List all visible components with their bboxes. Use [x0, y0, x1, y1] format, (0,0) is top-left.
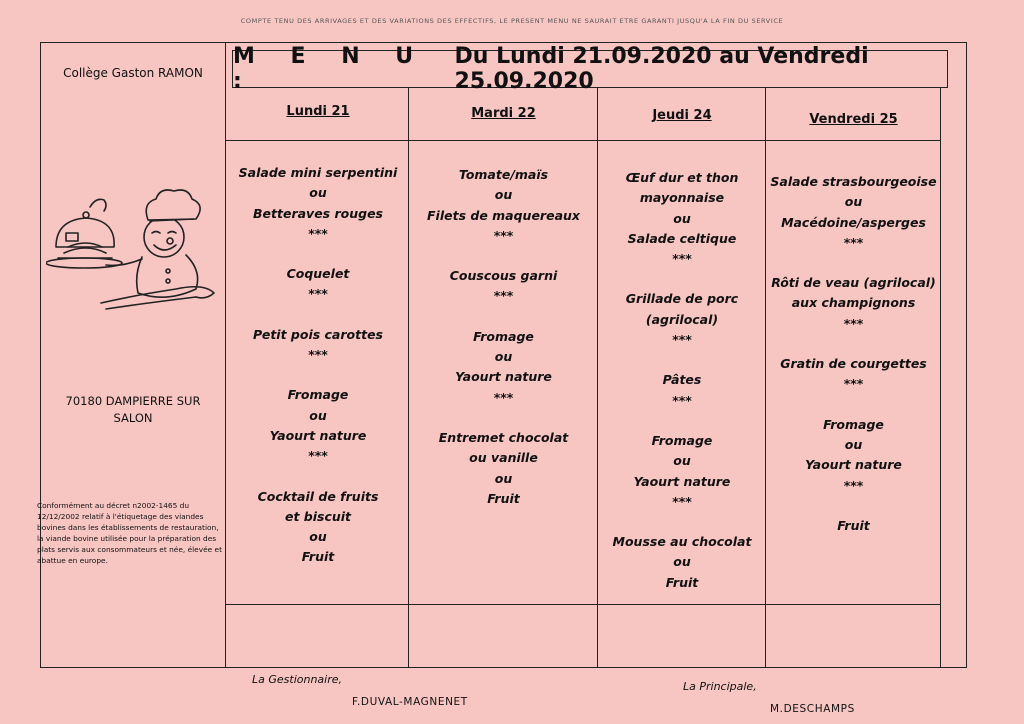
menu-line: Cocktail de fruits: [257, 488, 379, 504]
menu-course: [410, 266, 597, 307]
menu-line: Betteraves rouges: [253, 205, 383, 221]
menu-line: Yaourt nature: [805, 457, 902, 473]
menu-course: [767, 415, 940, 496]
menu-line: ou: [309, 529, 327, 545]
day-header-monday: Lundi 21: [286, 104, 350, 119]
menu-line: ou: [844, 436, 863, 452]
menu-line: Fruit: [301, 549, 335, 565]
signature-name-left: F.DUVAL-MAGNENET: [352, 696, 468, 708]
menu-line: Fruit: [837, 517, 870, 533]
menu-line: Grillade de porc: [625, 291, 739, 307]
signature-role-right: La Principale,: [683, 680, 757, 693]
menu-line: ou: [309, 185, 327, 201]
menu-column-thursday: [599, 168, 765, 593]
menu-line: ***: [672, 332, 692, 348]
block-gap: [410, 408, 597, 428]
menu-line: et biscuit: [284, 508, 352, 524]
menu-line: ***: [493, 227, 514, 243]
menu-title: [232, 44, 948, 94]
menu-line: Yaourt nature: [269, 427, 367, 443]
address-line-2: SALON: [113, 411, 153, 425]
menu-line: Tomate/maïs: [458, 167, 549, 182]
menu-column-tuesday: [410, 165, 597, 509]
block-gap: [599, 411, 765, 431]
menu-line: (agrilocal): [645, 311, 719, 327]
school-address: [40, 393, 226, 427]
menu-line: ***: [843, 234, 864, 250]
menu-line: ***: [493, 389, 514, 405]
menu-line: Fruit: [487, 490, 520, 506]
header-divider: [226, 140, 941, 141]
menu-line: Mousse au chocolat: [612, 534, 752, 550]
menu-line: ***: [672, 251, 692, 267]
school-name: Collège Gaston RAMON: [63, 66, 203, 80]
menu-line: ou: [673, 554, 691, 570]
menu-line: Fromage: [473, 328, 534, 344]
menu-course: [410, 327, 597, 408]
block-gap: [228, 467, 408, 487]
menu-course: [599, 431, 765, 512]
block-gap: [228, 365, 408, 385]
menu-line: ***: [308, 225, 328, 241]
menu-line: Petit pois carottes: [253, 326, 383, 342]
block-gap: [599, 269, 765, 289]
menu-line: Œuf dur et thon: [625, 170, 739, 185]
block-gap: [410, 246, 597, 266]
menu-course: [767, 354, 940, 395]
signature-role-left: La Gestionnaire,: [252, 673, 343, 686]
day-header-thursday: Jeudi 24: [652, 108, 712, 123]
menu-course: [228, 487, 408, 568]
menu-line: Yaourt nature: [633, 473, 731, 489]
menu-line: ou: [673, 210, 691, 226]
menu-line: Fruit: [665, 574, 699, 590]
menu-line: ou vanille: [469, 450, 538, 466]
column-divider-1: [408, 88, 409, 668]
block-gap: [599, 512, 765, 532]
menu-line: ***: [672, 493, 692, 509]
block-gap: [228, 244, 408, 264]
menu-title-range: Du Lundi 21.09.2020 au Vendredi 25.09.2020: [454, 44, 869, 94]
menu-column-monday: [228, 163, 408, 568]
menu-line: Macédoine/asperges: [781, 214, 926, 230]
header-note: COMPTE TENU DES ARRIVAGES ET DES VARIATIONS DES EFFECTIFS, LE PRESENT MENU NE SAURAIT ETRE GARANTI JUSQU'A LA FIN DU SERVICE: [240, 17, 784, 25]
menu-line: ou: [844, 194, 863, 210]
menu-line: Fromage: [287, 387, 349, 403]
column-divider-right: [940, 88, 941, 668]
menu-course: [228, 385, 408, 466]
day-header-friday: Vendredi 25: [809, 112, 898, 127]
block-gap: [410, 307, 597, 327]
menu-line: ***: [843, 477, 864, 493]
menu-line: Entremet chocolat: [438, 429, 569, 445]
block-gap: [767, 395, 940, 415]
menu-course: [228, 325, 408, 366]
menu-course: [410, 428, 597, 509]
menu-line: Rôti de veau (agrilocal): [771, 275, 936, 291]
menu-line: Coquelet: [286, 266, 350, 282]
signature-name-right: M.DESCHAMPS: [770, 703, 855, 715]
menu-line: mayonnaise: [639, 190, 725, 206]
block-gap: [599, 350, 765, 370]
menu-line: ***: [843, 315, 864, 331]
menu-course: [599, 168, 765, 269]
column-divider-2: [597, 88, 598, 668]
menu-course: [599, 532, 765, 593]
block-gap: [228, 305, 408, 325]
menu-line: Salade celtique: [627, 230, 737, 246]
left-column: [40, 42, 226, 668]
menu-line: ***: [843, 376, 864, 392]
menu-course: [767, 273, 940, 334]
menu-line: Fromage: [651, 432, 713, 448]
menu-course: [767, 172, 940, 253]
block-gap: [767, 334, 940, 354]
menu-course: [599, 370, 765, 411]
menu-course: [228, 163, 408, 244]
menu-line: ***: [493, 288, 514, 304]
menu-course: [767, 516, 940, 536]
menu-line: ou: [673, 453, 691, 469]
menu-line: ***: [308, 286, 328, 302]
menu-line: Fromage: [823, 416, 884, 432]
menu-line: Salade strasbourgeoise: [770, 174, 937, 189]
menu-column-friday: [767, 172, 940, 536]
legal-notice: Conformément au décret n2002-1465 du 12/12/2002 relatif à l'étiquetage des viandes bovines dans les établissements de restauration, la viande bovine utilisée pour la préparation des plats servis aux consommateurs et née, élevée et abattue en europe.: [37, 501, 222, 565]
menu-line: aux champignons: [791, 295, 916, 311]
menu-course: [410, 165, 597, 246]
address-line-1: 70180 DAMPIERRE SUR: [65, 394, 201, 408]
menu-line: ou: [494, 349, 513, 365]
menu-title-word: M E N U :: [233, 44, 428, 94]
menu-line: ou: [494, 470, 513, 486]
menu-line: ***: [672, 392, 692, 408]
menu-line: Yaourt nature: [455, 369, 552, 385]
menu-line: ou: [494, 187, 513, 203]
menu-line: Gratin de courgettes: [780, 356, 927, 372]
menu-course: [599, 289, 765, 350]
menu-line: ou: [309, 407, 327, 423]
menu-line: Couscous garni: [449, 268, 558, 284]
menu-line: Pâtes: [662, 372, 702, 388]
chef-icon: [46, 185, 221, 329]
menu-line: ***: [308, 347, 328, 363]
block-gap: [767, 253, 940, 273]
menu-line: ***: [308, 448, 328, 464]
menu-line: Salade mini serpentini: [238, 165, 398, 180]
menu-course: [228, 264, 408, 305]
menu-line: Filets de maquereaux: [427, 207, 580, 223]
footer-divider: [226, 604, 941, 605]
block-gap: [767, 496, 940, 516]
column-divider-3: [765, 88, 766, 668]
day-header-tuesday: Mardi 22: [471, 106, 536, 121]
